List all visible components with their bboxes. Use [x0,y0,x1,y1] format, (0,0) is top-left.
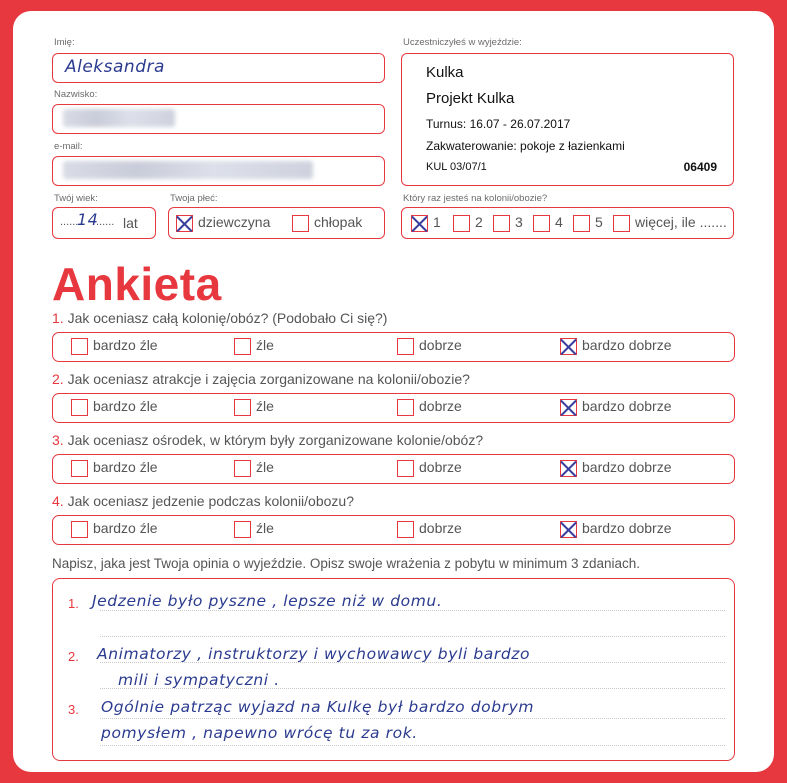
q4-label-bardzo-dobrze: bardzo dobrze [582,520,672,536]
trip-accommodation: Zakwaterowanie: pokoje z łazienkami [426,139,625,153]
times-field [401,207,734,239]
question-1-num: 1. [52,310,64,326]
q1-option-bardzo-zle[interactable] [71,337,158,355]
q1-checkbox-bardzo-zle[interactable] [71,338,88,355]
question-2-text: Jak oceniasz atrakcje i zajęcia zorganizowane na kolonii/obozie? [67,371,470,387]
name-label: Imię: [54,37,75,48]
question-2 [52,371,470,387]
gender-female-label: dziewczyna [198,214,271,230]
opinion-prompt: Napisz, jaka jest Twoja opinia o wyjeździe. Opisz swoje wrażenia z pobytu w minimum 3 zdaniach. [52,556,641,571]
question-1-text: Jak oceniasz całą kolonię/obóz? (Podobało Ci się?) [67,310,388,326]
gender-male-option[interactable] [292,214,362,232]
question-4-num: 4. [52,493,64,509]
q3-label-zle: źle [256,459,274,475]
trip-name: Kulka [426,64,464,81]
times-option-1[interactable] [411,214,441,232]
times-checkbox-5[interactable] [573,215,590,232]
q4-checkbox-bardzo-dobrze[interactable] [560,521,577,538]
q2-label-bardzo-zle: bardzo źle [93,398,158,414]
q2-option-zle[interactable] [234,398,274,416]
times-label-5: 5 [595,214,603,230]
gender-female-option[interactable] [176,214,270,232]
gender-male-label: chłopak [314,214,363,230]
name-field[interactable] [52,53,385,83]
q1-label-bardzo-dobrze: bardzo dobrze [582,337,672,353]
q4-checkbox-bardzo-zle[interactable] [71,521,88,538]
q4-option-bardzo-zle[interactable] [71,520,158,538]
q2-option-dobrze[interactable] [397,398,462,416]
question-1-options [52,332,735,362]
q4-option-bardzo-dobrze[interactable] [560,520,672,538]
name-value: Aleksandra [65,57,165,77]
times-option-4[interactable] [533,214,563,232]
opinion-text-line: mili i sympatyczni . [118,671,280,689]
email-field[interactable] [52,156,385,186]
gender-male-checkbox[interactable] [292,215,309,232]
q1-label-bardzo-zle: bardzo źle [93,337,158,353]
question-2-options [52,393,735,423]
question-1 [52,310,387,326]
trip-info-box [401,53,734,186]
question-4 [52,493,354,509]
q3-checkbox-bardzo-zle[interactable] [71,460,88,477]
opinion-num-1: 1. [68,596,79,611]
q2-label-dobrze: dobrze [419,398,462,414]
question-3-text: Jak oceniasz ośrodek, w którym były zorganizowane kolonie/obóz? [67,432,484,448]
surname-redacted [63,109,175,127]
q2-checkbox-bardzo-zle[interactable] [71,399,88,416]
q1-checkbox-dobrze[interactable] [397,338,414,355]
q2-label-bardzo-dobrze: bardzo dobrze [582,398,672,414]
opinion-text-line: pomysłem , napewno wrócę tu za rok. [101,724,418,742]
q4-label-bardzo-zle: bardzo źle [93,520,158,536]
q4-option-zle[interactable] [234,520,274,538]
times-checkbox-3[interactable] [493,215,510,232]
times-checkbox-more[interactable] [613,215,630,232]
opinion-num-3: 3. [68,702,79,717]
q2-option-bardzo-dobrze[interactable] [560,398,672,416]
q4-option-dobrze[interactable] [397,520,462,538]
age-field[interactable] [52,207,156,239]
times-option-2[interactable] [453,214,483,232]
opinion-line [100,718,725,719]
q2-checkbox-bardzo-dobrze[interactable] [560,399,577,416]
trip-project: Projekt Kulka [426,90,515,107]
q1-checkbox-bardzo-dobrze[interactable] [560,338,577,355]
surname-label: Nazwisko: [54,89,98,100]
times-checkbox-2[interactable] [453,215,470,232]
surname-field[interactable] [52,104,385,134]
q3-option-zle[interactable] [234,459,274,477]
q2-label-zle: źle [256,398,274,414]
q1-option-bardzo-dobrze[interactable] [560,337,672,355]
q2-checkbox-zle[interactable] [234,399,251,416]
q4-label-zle: źle [256,520,274,536]
times-label-more: więcej, ile ....... [635,214,727,230]
age-dots-before: ...... [60,216,79,228]
age-unit: lat [123,215,138,231]
question-3-options [52,454,735,484]
opinion-text-line: Ogólnie patrząc wyjazd na Kulkę był bardzo dobrym [101,698,535,716]
email-label: e-mail: [54,141,83,152]
times-label-4: 4 [555,214,563,230]
q1-option-zle[interactable] [234,337,274,355]
trip-turnus: Turnus: 16.07 - 26.07.2017 [426,117,571,131]
q3-label-bardzo-zle: bardzo źle [93,459,158,475]
q3-option-bardzo-dobrze[interactable] [560,459,672,477]
opinion-line [100,745,725,746]
q3-option-dobrze[interactable] [397,459,462,477]
question-3-num: 3. [52,432,64,448]
times-label-3: 3 [515,214,523,230]
times-label: Który raz jesteś na kolonii/obozie? [403,193,548,204]
q2-option-bardzo-zle[interactable] [71,398,158,416]
q3-checkbox-dobrze[interactable] [397,460,414,477]
question-2-num: 2. [52,371,64,387]
q1-label-dobrze: dobrze [419,337,462,353]
q3-checkbox-zle[interactable] [234,460,251,477]
opinion-text-line: Animatorzy , instruktorzy i wychowawcy byli bardzo [97,645,531,663]
gender-field [168,207,385,239]
q4-checkbox-dobrze[interactable] [397,521,414,538]
opinion-line [100,636,725,637]
q3-checkbox-bardzo-dobrze[interactable] [560,460,577,477]
age-dots-after: ...... [96,216,115,228]
q4-checkbox-zle[interactable] [234,521,251,538]
opinion-line [100,610,725,611]
question-3 [52,432,483,448]
times-checkbox-4[interactable] [533,215,550,232]
age-label: Twój wiek: [54,193,98,204]
times-checkbox-1[interactable] [411,215,428,232]
q3-label-bardzo-dobrze: bardzo dobrze [582,459,672,475]
q3-option-bardzo-zle[interactable] [71,459,158,477]
gender-label: Twoja płeć: [170,193,218,204]
trip-label: Uczestniczyłeś w wyjeździe: [403,37,522,48]
times-label-1: 1 [433,214,441,230]
question-4-options [52,515,735,545]
times-option-more[interactable] [613,214,727,232]
q3-label-dobrze: dobrze [419,459,462,475]
page-title: Ankieta [52,258,222,310]
gender-female-checkbox[interactable] [176,215,193,232]
q1-label-zle: źle [256,337,274,353]
age-value: 14 [77,210,99,229]
q4-label-dobrze: dobrze [419,520,462,536]
times-option-5[interactable] [573,214,603,232]
times-label-2: 2 [475,214,483,230]
email-redacted [63,161,313,179]
trip-number: 06409 [683,160,717,174]
times-option-3[interactable] [493,214,523,232]
trip-code: KUL 03/07/1 [426,161,487,173]
opinion-num-2: 2. [68,649,79,664]
question-4-text: Jak oceniasz jedzenie podczas kolonii/obozu? [67,493,354,509]
q2-checkbox-dobrze[interactable] [397,399,414,416]
q1-option-dobrze[interactable] [397,337,462,355]
opinion-text-line: Jedzenie było pyszne , lepsze niż w domu. [92,592,443,610]
q1-checkbox-zle[interactable] [234,338,251,355]
